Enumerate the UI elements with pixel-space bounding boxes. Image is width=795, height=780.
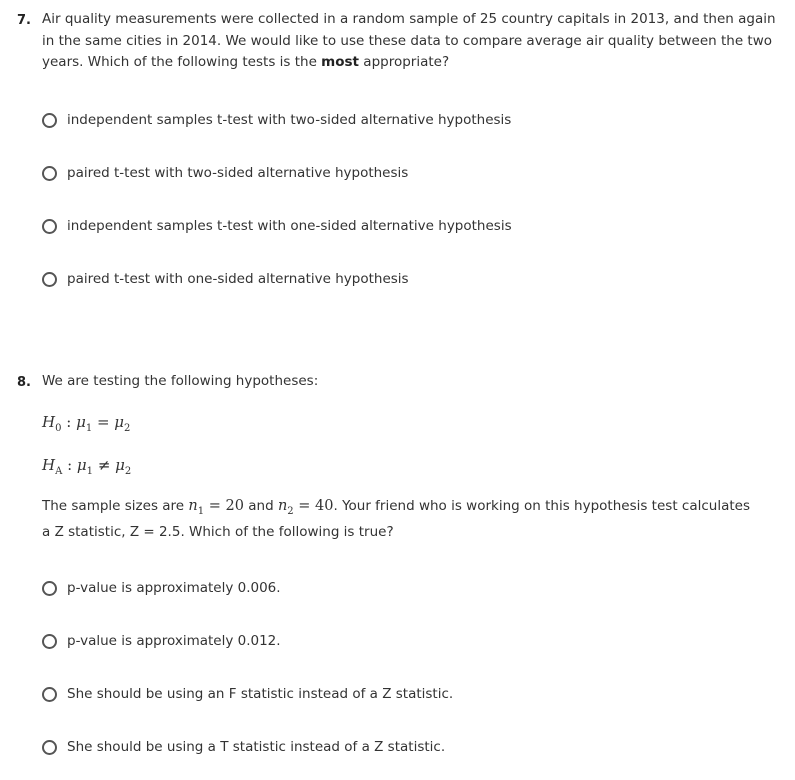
- math-subscript: 1: [85, 423, 93, 434]
- math-subscript: 1: [197, 505, 205, 517]
- answer-option-label: independent samples t-test with two-sided alternative hypothesis: [67, 112, 512, 128]
- answer-option[interactable]: [42, 268, 409, 290]
- alternative-hypothesis: [42, 456, 131, 477]
- math-symbol: μ: [76, 413, 86, 431]
- math-subscript: 1: [86, 466, 94, 477]
- sample-size-1: [188, 498, 244, 517]
- math-symbol: H: [42, 413, 56, 431]
- math-subscript: 2: [124, 423, 131, 434]
- radio-button[interactable]: [42, 740, 57, 755]
- math-operator: ≠: [93, 456, 116, 474]
- answer-option[interactable]: [42, 736, 445, 758]
- question-text-part: The sample sizes are: [42, 498, 189, 514]
- math-symbol: n: [188, 498, 198, 514]
- answer-option[interactable]: [42, 630, 281, 652]
- radio-button[interactable]: [42, 687, 57, 702]
- answer-option-label: paired t-test with one-sided alternative hypothesis: [67, 271, 409, 287]
- math-operator: =: [92, 413, 115, 431]
- answer-option[interactable]: [42, 109, 511, 131]
- answer-option-label: independent samples t-test with one-sided alternative hypothesis: [67, 218, 512, 234]
- question-text-part: Air quality measurements were collected in a random sample of 25 country capitals in 2013, and then again in the same cities in 2014. We would like to use these data to compare average air quality between the two years. Which of the following tests is the: [42, 11, 776, 70]
- answer-option[interactable]: [42, 577, 281, 599]
- math-subscript: 2: [287, 505, 294, 517]
- math-operator: :: [62, 456, 77, 474]
- radio-button[interactable]: [42, 219, 57, 234]
- math-subscript: 0: [55, 423, 62, 434]
- math-symbol: H: [42, 456, 56, 474]
- question-intro: We are testing the following hypotheses:: [42, 373, 319, 389]
- math-value: = 40: [293, 498, 334, 514]
- question-text-emphasis: most: [321, 54, 360, 70]
- answer-option-label: p-value is approximately 0.012.: [67, 633, 281, 649]
- radio-button[interactable]: [42, 272, 57, 287]
- null-hypothesis: [42, 413, 130, 434]
- sample-size-2: [277, 498, 334, 517]
- answer-option[interactable]: [42, 215, 512, 237]
- answer-option[interactable]: [42, 683, 453, 705]
- math-operator: :: [61, 413, 77, 431]
- math-subscript: 2: [124, 466, 132, 477]
- question-text: [42, 496, 757, 544]
- radio-button[interactable]: [42, 581, 57, 596]
- answer-option-label: She should be using a T statistic instead of a Z statistic.: [67, 739, 446, 755]
- answer-option-label: paired t-test with two-sided alternative hypothesis: [67, 165, 409, 181]
- question-number: 7.: [17, 13, 31, 28]
- question-text-part: . Your friend who is working on this hypothesis test calculates a Z statistic, Z = 2.5. Which of the following is true?: [42, 498, 750, 541]
- question-text-part: and: [243, 498, 278, 514]
- answer-option-label: She should be using an F statistic instead of a Z statistic.: [67, 686, 454, 702]
- math-symbol: μ: [115, 456, 125, 474]
- answer-option-label: p-value is approximately 0.006.: [67, 580, 281, 596]
- math-symbol: μ: [114, 413, 125, 431]
- radio-button[interactable]: [42, 113, 57, 128]
- math-symbol: μ: [76, 456, 87, 474]
- question-text: [42, 9, 787, 74]
- math-subscript: A: [55, 466, 63, 477]
- radio-button[interactable]: [42, 634, 57, 649]
- math-symbol: n: [277, 498, 288, 514]
- math-value: = 20: [204, 498, 244, 514]
- answer-option[interactable]: [42, 162, 408, 184]
- question-text-part: appropriate?: [359, 54, 450, 70]
- radio-button[interactable]: [42, 166, 57, 181]
- question-number: 8.: [17, 375, 31, 390]
